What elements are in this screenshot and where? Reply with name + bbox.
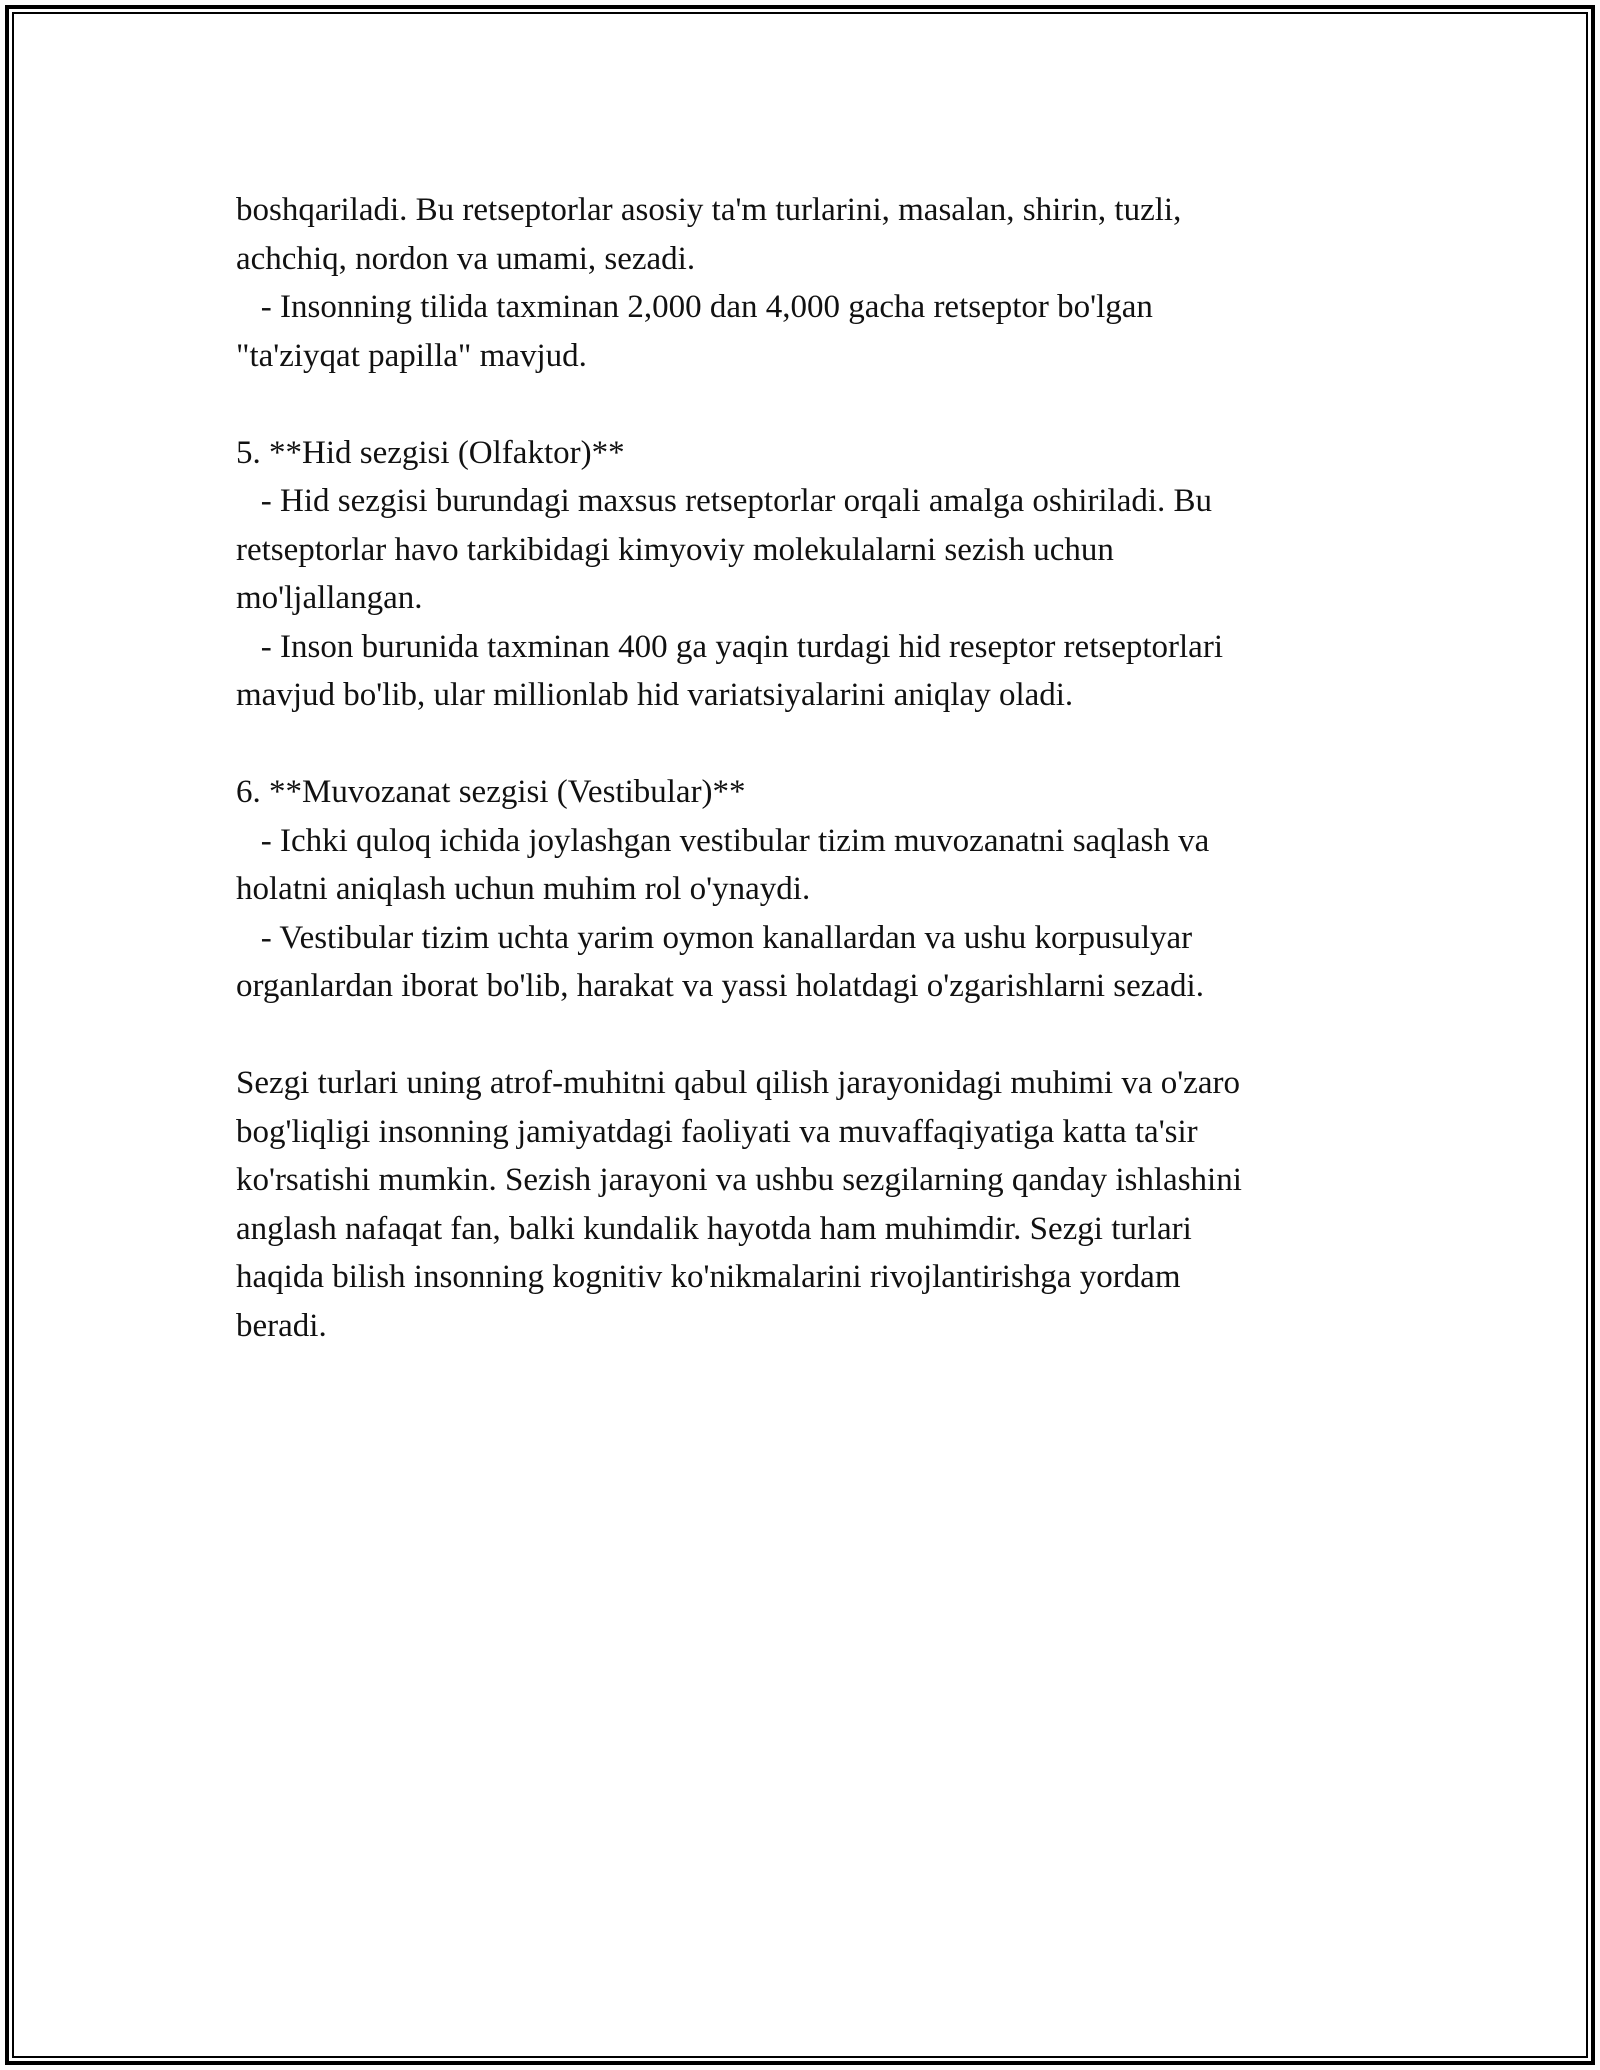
text-line: achchiq, nordon va umami, sezadi. [236,240,696,277]
text-line: - Ichki quloq ichida joylashgan vestibular tizim muvozanatni saqlash va [236,822,1210,859]
text-line: retseptorlar havo tarkibidagi kimyoviy molekulalarni sezish uchun [236,531,1114,568]
section-olfactory [236,429,1366,720]
text-line: - Hid sezgisi burundagi maxsus retseptorlar orqali amalga oshiriladi. Bu [236,483,1213,519]
section-vestibular [236,768,1366,1011]
text-line: mavjud bo'lib, ular millionlab hid variatsiyalarini aniqlay oladi. [236,677,1074,713]
text-line: bog'liqligi insonning jamiyatdagi faoliyati va muvaffaqiyatiga katta ta'sir [236,1113,1198,1150]
text-line: anglash nafaqat fan, balki kundalik hayotda ham muhimdir. Sezgi turlari [236,1210,1192,1247]
text-line: holatni aniqlash uchun muhim rol o'ynaydi. [236,871,811,907]
text-line: beradi. [236,1307,327,1344]
text-line: mo'ljallangan. [236,580,423,616]
paragraph-gap [236,1011,1366,1060]
text-line: boshqariladi. Bu retseptorlar asosiy ta'm turlarini, masalan, shirin, tuzli, [236,192,1182,228]
text-line: organlardan iborat bo'lib, harakat va yassi holatdagi o'zgarishlarni sezadi. [236,968,1204,1004]
text-line: - Vestibular tizim uchta yarim oymon kanallardan va ushu korpusulyar [236,919,1193,956]
section-heading-olfactory: 5. **Hid sezgisi (Olfaktor)** [236,434,625,471]
paragraph-gap [236,380,1366,429]
taste-paragraph-continuation [236,186,1366,380]
text-line: "ta'ziyqat papilla" mavjud. [236,337,587,374]
paragraph-gap [236,720,1366,769]
conclusion-paragraph [236,1059,1366,1350]
text-line: - Inson burunida taxminan 400 ga yaqin turdagi hid reseptor retseptorlari [236,628,1223,665]
text-line: haqida bilish insonning kognitiv ko'nikmalarini rivojlantirishga yordam [236,1259,1181,1295]
section-heading-vestibular: 6. **Muvozanat sezgisi (Vestibular)** [236,774,746,810]
text-line: ko'rsatishi mumkin. Sezish jarayoni va ushbu sezgilarning qanday ishlashini [236,1162,1242,1198]
text-line: Sezgi turlari uning atrof-muhitni qabul qilish jarayonidagi muhimi va o'zaro [236,1065,1240,1101]
text-line: - Insonning tilida taxminan 2,000 dan 4,000 gacha retseptor bo'lgan [236,289,1153,325]
document-body [236,186,1366,1350]
